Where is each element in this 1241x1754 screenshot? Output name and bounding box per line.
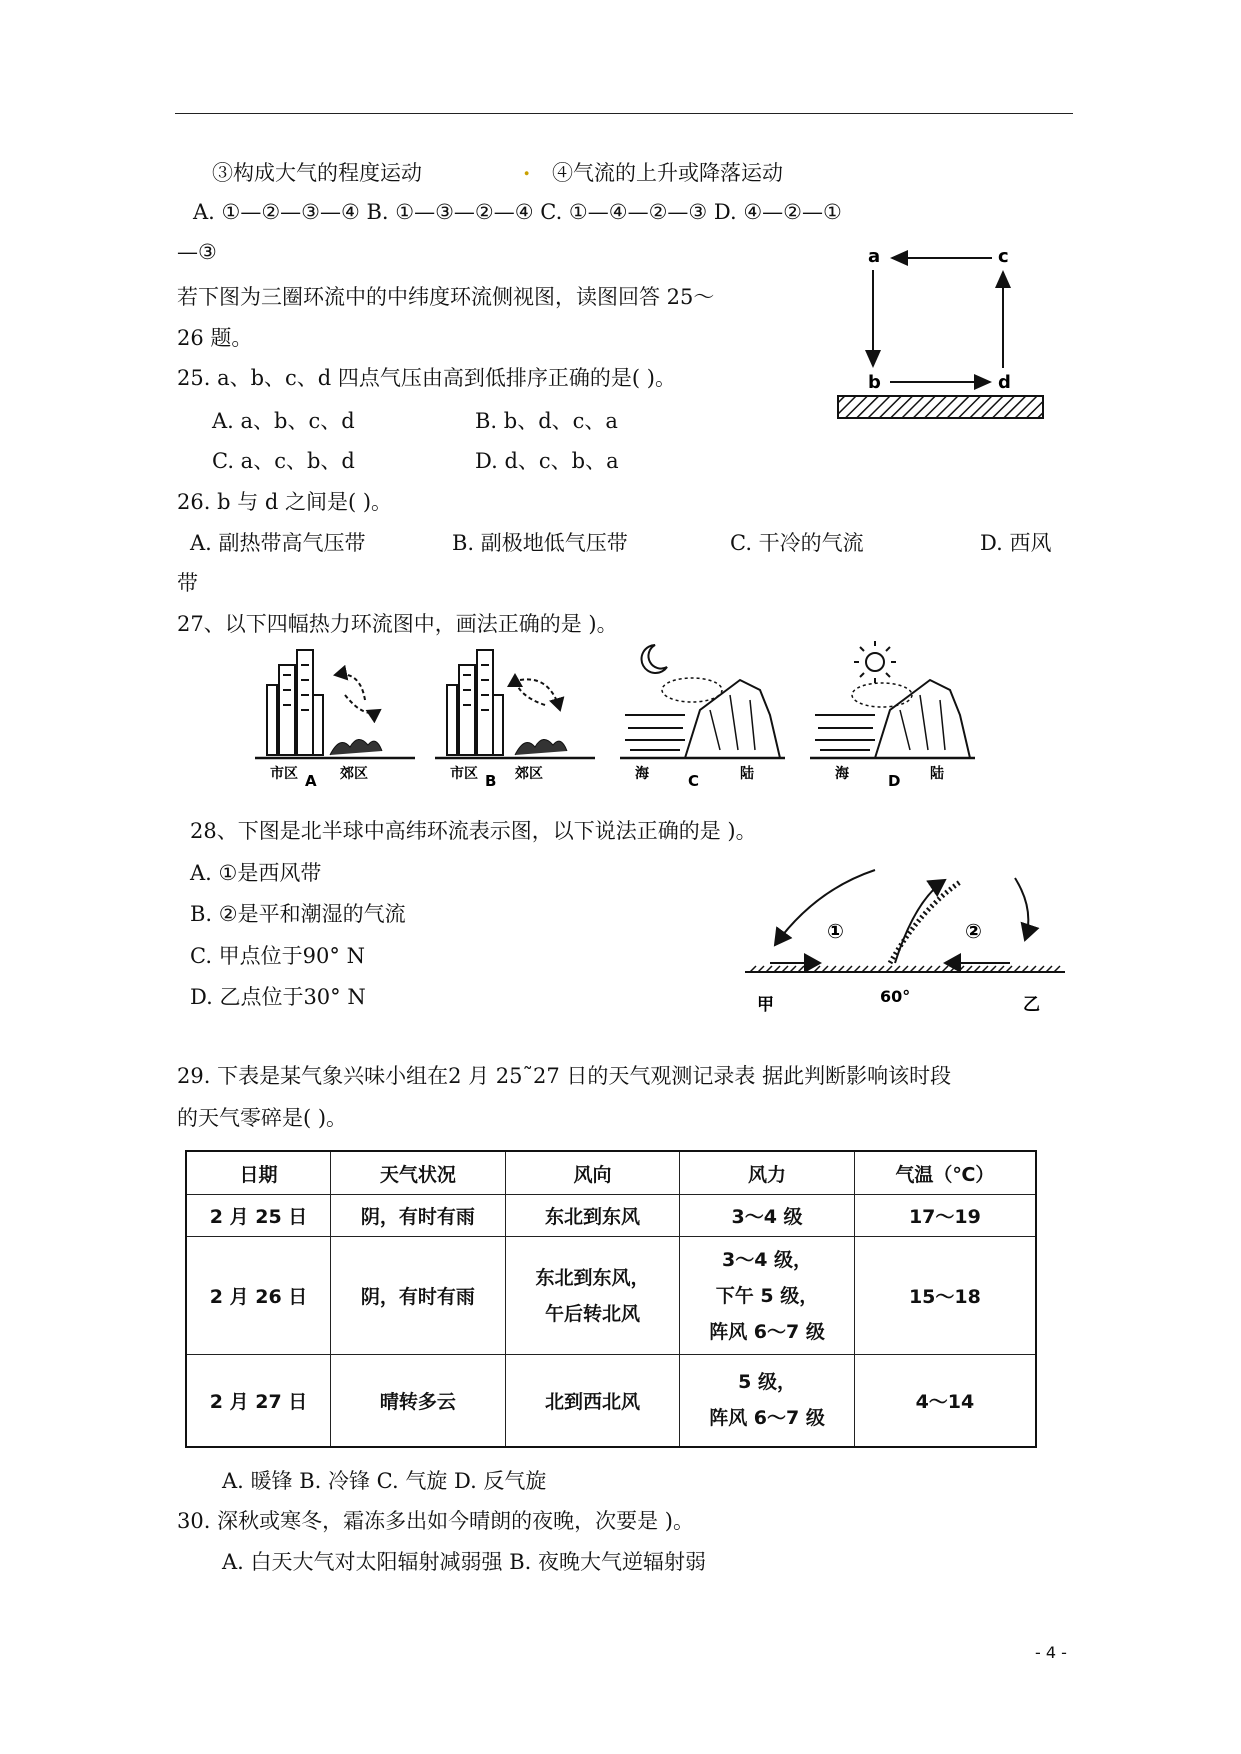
- moon-icon: [642, 645, 667, 673]
- cell-condition: 晴转多云: [331, 1355, 506, 1447]
- panel-d-letter: D: [888, 772, 901, 790]
- panel-a: [255, 650, 415, 790]
- q29-options: A. 暖锋 B. 冷锋 C. 气旋 D. 反气旋: [222, 1469, 547, 1493]
- q28-stem: 28、下图是北半球中高纬环流表示图，以下说法正确的是 )。: [190, 819, 757, 843]
- yellow-dot-mark: .: [523, 155, 531, 180]
- panel-b-letter: B: [485, 772, 497, 790]
- q28-option-b: B. ②是平和潮湿的气流: [190, 902, 406, 926]
- q26-option-wrap: 带: [177, 571, 198, 595]
- label-d: d: [998, 372, 1011, 393]
- q29-line1: 29. 下表是某气象兴味小组在2 月 25˜27 日的天气观测记录表 据此判断影响该时段: [177, 1064, 952, 1088]
- q25-option-d: D. d、c、b、a: [475, 449, 619, 473]
- midlatitude-circulation-figure: [745, 860, 1075, 1020]
- lat-60-label: 60°: [880, 987, 911, 1006]
- q26-option-d: D. 西风: [980, 531, 1052, 555]
- cell-direction: 东北到东风: [505, 1195, 680, 1237]
- panel-d-right: 陆: [930, 766, 944, 782]
- circulation-square-figure: [830, 240, 1060, 425]
- panel-b: [435, 650, 595, 790]
- q27-stem: 27、以下四幅热力环流图中，画法正确的是 )。: [177, 612, 618, 636]
- header-wind-force: 风力: [680, 1151, 855, 1195]
- panel-b-left: 市区: [450, 766, 478, 782]
- panel-a-left: 市区: [270, 766, 298, 782]
- cell-condition: 阴，有时有雨: [331, 1195, 506, 1237]
- q26-stem: 26. b 与 d 之间是( )。: [177, 490, 393, 514]
- table-row: [186, 1355, 1036, 1447]
- q26-option-b: B. 副极地低气压带: [452, 531, 628, 555]
- header-rule: [175, 113, 1073, 114]
- cell-force: 3～4 级: [680, 1195, 855, 1237]
- q25-option-a: A. a、b、c、d: [212, 409, 355, 433]
- header-wind-direction: 风向: [505, 1151, 680, 1195]
- panel-c-letter: C: [688, 772, 700, 790]
- panel-a-right: 郊区: [340, 766, 368, 782]
- panel-c-right: 陆: [740, 766, 754, 782]
- panel-d-left: 海: [835, 766, 849, 782]
- label-b: b: [868, 372, 881, 393]
- panel-a-letter: A: [305, 772, 317, 790]
- q25-stem: 25. a、b、c、d 四点气压由高到低排序正确的是( )。: [177, 366, 676, 390]
- label-a: a: [868, 246, 881, 267]
- header-condition: 天气状况: [331, 1151, 506, 1195]
- header-date: 日期: [186, 1151, 331, 1195]
- label-c: c: [998, 246, 1009, 267]
- q24-options: A. ①—②—③—④ B. ①—③—②—④ C. ①—④—②—③ D. ④—②—①: [193, 200, 842, 224]
- yi-label: 乙: [1023, 995, 1040, 1015]
- q30-stem: 30. 深秋或寒冬，霜冻多出如今晴朗的夜晚，次要是 )。: [177, 1509, 694, 1533]
- table-row: [186, 1237, 1036, 1355]
- panel-c-left: 海: [635, 766, 649, 782]
- q26-option-c: C. 干冷的气流: [730, 531, 864, 555]
- cell-date: 2 月 25 日: [186, 1195, 331, 1237]
- cell-direction: 东北到东风， 午后转北风: [505, 1237, 680, 1355]
- header-temperature: 气温（℃）: [854, 1151, 1036, 1195]
- q28-option-a: A. ①是西风带: [190, 861, 322, 885]
- q24-line1-right: ④气流的上升或降落运动: [552, 161, 783, 185]
- cell-force: 3～4 级， 下午 5 级， 阵风 6～7 级: [680, 1237, 855, 1355]
- jia-label: 甲: [757, 995, 774, 1015]
- intro-line2: 26 题。: [177, 326, 253, 350]
- cell-condition: 阴，有时有雨: [331, 1237, 506, 1355]
- cell-direction: 北到西北风: [505, 1355, 680, 1447]
- cell-temp: 15～18: [854, 1237, 1036, 1355]
- cell-temp: 4～14: [854, 1355, 1036, 1447]
- q26-option-a: A. 副热带高气压带: [190, 531, 366, 555]
- table-header-row: [186, 1151, 1036, 1195]
- circle-2-label: ②: [965, 919, 982, 943]
- cell-force: 5 级， 阵风 6～7 级: [680, 1355, 855, 1447]
- q29-line2: 的天气零碎是( )。: [177, 1106, 348, 1130]
- circle-1-label: ①: [827, 919, 844, 943]
- thermal-circulation-panels: [255, 640, 995, 790]
- q28-option-d: D. 乙点位于30° N: [190, 985, 366, 1009]
- q24-options-wrap: —③: [177, 240, 217, 264]
- cell-date: 2 月 27 日: [186, 1355, 331, 1447]
- q25-option-b: B. b、d、c、a: [475, 409, 618, 433]
- q28-option-c: C. 甲点位于90° N: [190, 944, 365, 968]
- sun-icon: [866, 653, 884, 671]
- table-row: [186, 1195, 1036, 1237]
- intro-line1: 若下图为三圈环流中的中纬度环流侧视图，读图回答 25～: [177, 285, 715, 309]
- ground-hatch: [838, 396, 1043, 418]
- cell-temp: 17～19: [854, 1195, 1036, 1237]
- q25-option-c: C. a、c、b、d: [212, 449, 355, 473]
- panel-d: [810, 641, 975, 790]
- q30-options: A. 白天大气对太阳辐射减弱强 B. 夜晚大气逆辐射弱: [222, 1550, 706, 1574]
- panel-c: [620, 645, 785, 790]
- panel-b-right: 郊区: [515, 766, 543, 782]
- weather-table: [185, 1150, 1037, 1448]
- q24-line1: ③构成大气的程度运动: [212, 161, 422, 185]
- page-number: - 4 -: [1035, 1643, 1067, 1662]
- cell-date: 2 月 26 日: [186, 1237, 331, 1355]
